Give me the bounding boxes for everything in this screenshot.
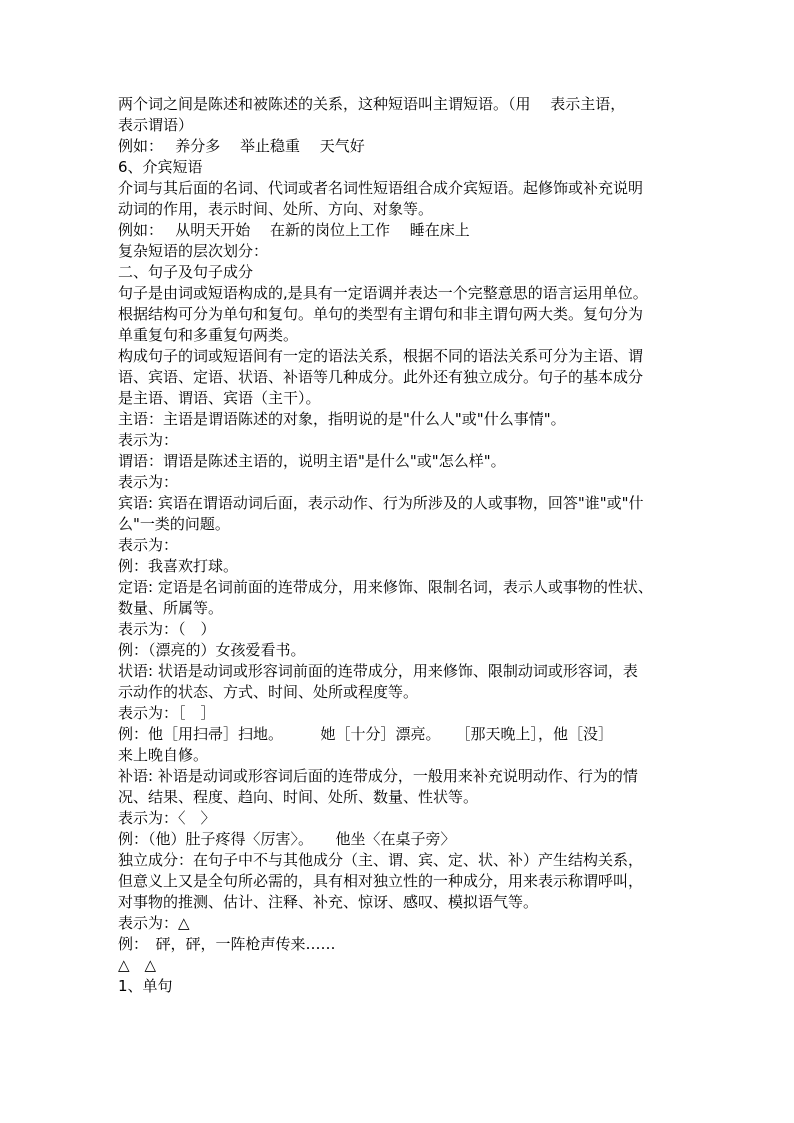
- text-line: 示动作的状态、方式、时间、处所或程度等。: [118, 683, 419, 701]
- text-line: 语、宾语、定语、状语、补语等几种成分。此外还有独立成分。句子的基本成分: [118, 368, 644, 386]
- text-line: 表示为：: [118, 473, 179, 491]
- section-heading: 6、介宾短语: [118, 158, 203, 176]
- text-line: 例如： 养分多 举止稳重 天气好: [118, 137, 365, 155]
- text-line: 定语: 定语是名词前面的连带成分，用来修饰、限制名词，表示人或事物的性状、: [118, 578, 653, 596]
- text-line: 表示为：: [118, 536, 179, 554]
- text-line: 表示谓语）: [118, 116, 194, 134]
- text-line: 例：他［用扫帚］扫地。 她［十分］漂亮。 ［那天晚上］，他［没］: [118, 725, 614, 743]
- text-line: 动词的作用，表示时间、处所、方向、对象等。: [118, 200, 434, 218]
- text-line: 来上晚自修。: [118, 746, 209, 764]
- text-line: 句子是由词或短语构成的,是具有一定语调并表达一个完整意思的语言运用单位。: [118, 284, 648, 302]
- text-line: 根据结构可分为单句和复句。单句的类型有主谓句和非主谓句两大类。复句分为: [118, 305, 644, 323]
- text-line: 对事物的推测、估计、注释、补充、惊讶、感叹、模拟语气等。: [118, 893, 539, 911]
- text-line: 例如： 从明天开始 在新的岗位上工作 睡在床上: [118, 221, 470, 239]
- text-line: 表示为：: [118, 431, 179, 449]
- text-line: 复杂短语的层次划分：: [118, 242, 269, 260]
- text-line: 表示为：〈 〉: [118, 809, 216, 827]
- text-line: 例：（漂亮的）女孩爱看书。: [118, 641, 306, 659]
- text-line: 介词与其后面的名词、代词或者名词性短语组合成介宾短语。起修饰或补充说明: [118, 179, 644, 197]
- text-line: 主语：主语是谓语陈述的对象，指明说的是"什么人"或"什么事情"。: [118, 410, 566, 428]
- text-line: 但意义上又是全句所必需的，具有相对独立性的一种成分，用来表示称谓呼叫，: [118, 872, 644, 890]
- text-line: 宾语: 宾语在谓语动词后面，表示动作、行为所涉及的人或事物，回答"谁"或"什: [118, 494, 644, 512]
- document-page: [118, 94, 688, 997]
- text-line: 谓语：谓语是陈述主语的，说明主语"是什么"或"怎么样"。: [118, 452, 506, 470]
- text-line: 况、结果、程度、趋向、时间、处所、数量、性状等。: [118, 788, 479, 806]
- text-line: 数量、所属等。: [118, 599, 224, 617]
- text-line: 补语: 补语是动词或形容词后面的连带成分，一般用来补充说明动作、行为的情: [118, 767, 638, 785]
- text-line: 表示为：［ ］: [118, 704, 216, 722]
- text-line: 表示为：（ ）: [118, 620, 216, 638]
- text-line: 例：（他）肚子疼得〈厉害〉。 他坐〈在桌子旁〉: [118, 830, 456, 848]
- text-line: 例：我喜欢打球。: [118, 557, 239, 575]
- text-line: 是主语、谓语、宾语（主干）。: [118, 389, 321, 407]
- text-line: 构成句子的词或短语间有一定的语法关系，根据不同的语法关系可分为主语、谓: [118, 347, 644, 365]
- text-line: 例： 砰，砰，一阵枪声传来……: [118, 935, 336, 953]
- section-heading: 1、单句: [118, 977, 173, 995]
- text-line: 单重复句和多重复句两类。: [118, 326, 299, 344]
- section-heading: 二、句子及句子成分: [118, 263, 254, 281]
- text-line: 状语: 状语是动词或形容词前面的连带成分，用来修饰、限制动词或形容词，表: [118, 662, 638, 680]
- text-line: 么"一类的问题。: [118, 515, 230, 533]
- text-line: 表示为：△: [118, 914, 190, 932]
- text-line: △ △: [118, 956, 157, 974]
- text-line: 独立成分：在句子中不与其他成分（主、谓、宾、定、状、补）产生结构关系，: [118, 851, 644, 869]
- text-line: 两个词之间是陈述和被陈述的关系，这种短语叫主谓短语。（用 表示主语，: [118, 95, 626, 113]
